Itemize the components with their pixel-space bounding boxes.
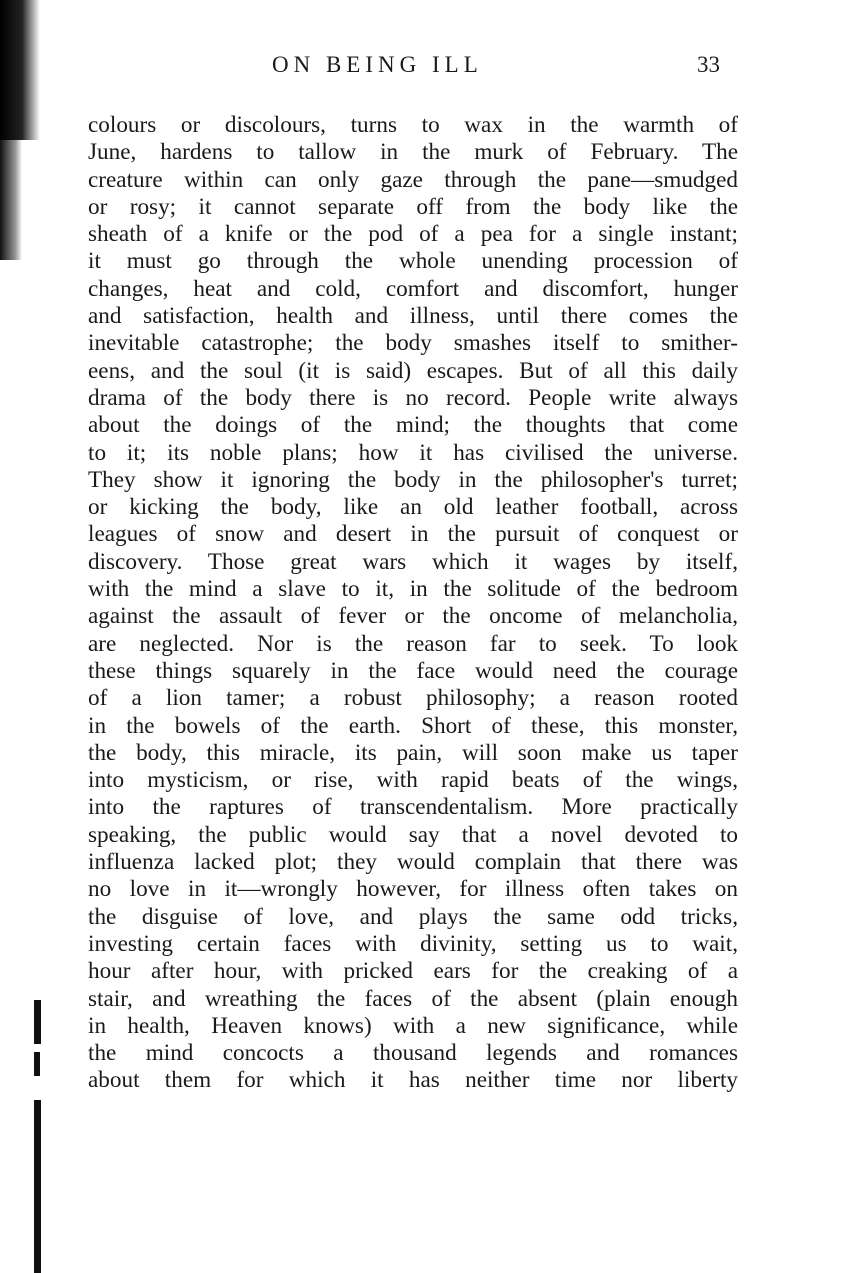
text-line: or rosy; it cannot separate off from the body like the [88,193,738,220]
text-line: the mind concocts a thousand legends and romances [88,1040,738,1067]
text-line: about the doings of the mind; the thoughts that come [88,412,738,439]
text-line: of a lion tamer; a robust philosophy; a reason rooted [88,685,738,712]
text-line: into mysticism, or rise, with rapid beats of the wings, [88,767,738,794]
text-line: about them for which it has neither time nor liberty [88,1067,738,1094]
text-line: investing certain faces with divinity, setting us to wait, [88,930,738,957]
running-title: ON BEING ILL [272,52,483,77]
text-line: sheath of a knife or the pod of a pea for a single instant; [88,221,738,248]
text-line: speaking, the public would say that a novel devoted to [88,821,738,848]
text-line: hour after hour, with pricked ears for the creaking of a [88,958,738,985]
text-line: drama of the body there is no record. People write always [88,384,738,411]
text-line: They show it ignoring the body in the philosopher's turret; [88,466,738,493]
text-line: the body, this miracle, its pain, will soon make us taper [88,739,738,766]
text-line: discovery. Those great wars which it wages by itself, [88,548,738,575]
text-line: against the assault of fever or the oncome of melancholia, [88,603,738,630]
text-line: influenza lacked plot; they would complain that there was [88,849,738,876]
text-line: June, hardens to tallow in the murk of February. The [88,139,738,166]
text-line: in the bowels of the earth. Short of these, this monster, [88,712,738,739]
text-line: inevitable catastrophe; the body smashes itself to smither- [88,330,738,357]
text-line: into the raptures of transcendentalism. More practically [88,794,738,821]
text-line: and satisfaction, health and illness, until there comes the [88,303,738,330]
text-line: with the mind a slave to it, in the solitude of the bedroom [88,576,738,603]
text-line: in health, Heaven knows) with a new significance, while [88,1012,738,1039]
binding-edge-mark [34,1100,41,1273]
text-line: to it; its noble plans; how it has civilised the universe. [88,439,738,466]
body-text [88,112,738,1095]
text-line: changes, heat and cold, comfort and discomfort, hunger [88,275,738,302]
text-line: stair, and wreathing the faces of the absent (plain enough [88,985,738,1012]
text-line: no love in it—wrongly however, for illness often takes on [88,876,738,903]
text-line: or kicking the body, like an old leather football, across [88,494,738,521]
text-line: the disguise of love, and plays the same odd tricks, [88,903,738,930]
binding-edge-mark [34,1000,41,1044]
text-line: it must go through the whole unending procession of [88,248,738,275]
text-line: are neglected. Nor is the reason far to seek. To look [88,630,738,657]
text-line: creature within can only gaze through the pane—smudged [88,166,738,193]
text-line: colours or discolours, turns to wax in the warmth of [88,112,738,138]
binding-edge-mark [34,1052,40,1076]
page-header [0,52,855,92]
text-line: leagues of snow and desert in the pursuit of conquest or [88,521,738,548]
binding-edge-shadow-lower [0,140,22,260]
text-line: these things squarely in the face would need the courage [88,657,738,684]
text-line: eens, and the soul (it is said) escapes. But of all this daily [88,357,738,384]
page-number: 33 [697,52,720,77]
